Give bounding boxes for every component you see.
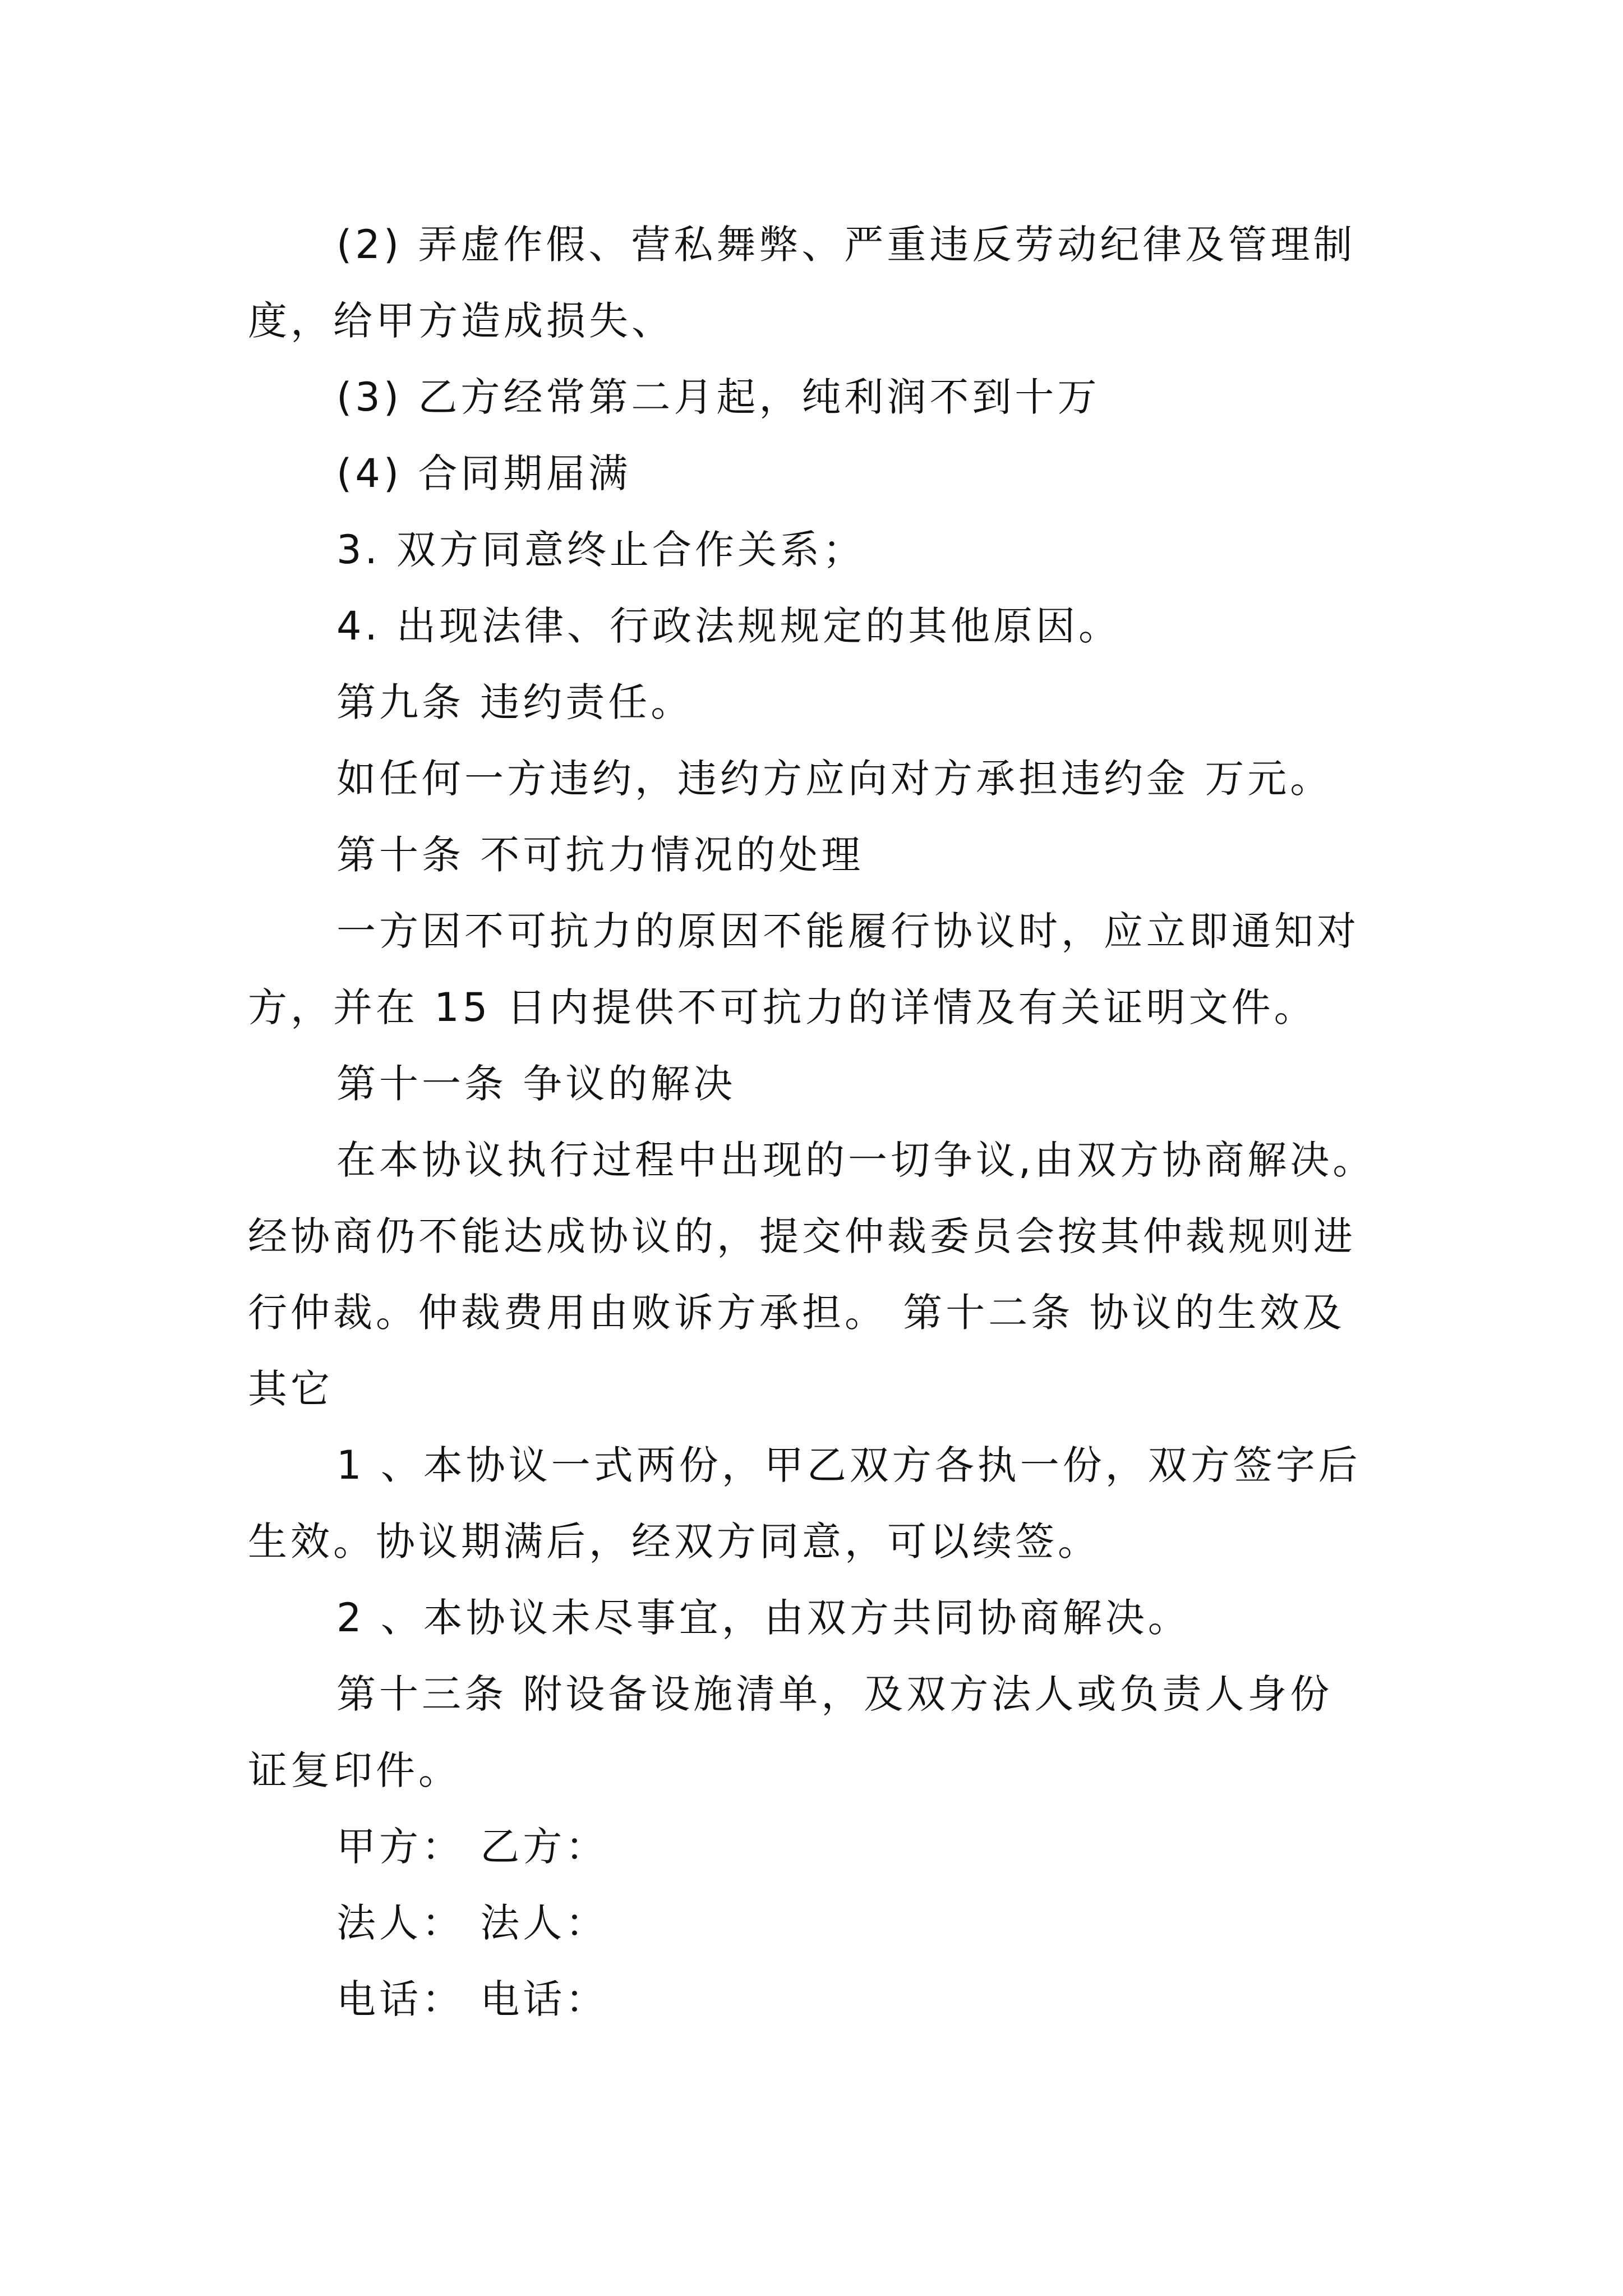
signature-phone-line: 电话： 电话：	[336, 1976, 608, 2022]
text-line-1: (2) 弄虚作假、营私舞弊、严重违反劳动纪律及管理制	[336, 222, 1356, 268]
text-line-8: 如任何一方违约，违约方应向对方承担违约金 万元。	[336, 756, 1333, 802]
section-heading-article-10: 第十条 不可抗力情况的处理	[336, 832, 864, 878]
text-line-3: (3) 乙方经常第二月起，纯利润不到十万	[336, 374, 1100, 420]
signature-party-line: 甲方： 乙方：	[336, 1824, 608, 1870]
text-line-15: 行仲裁。仲裁费用由败诉方承担。 第十二条 协议的生效及	[248, 1290, 1345, 1336]
text-line-6: 4. 出现法律、行政法规规定的其他原因。	[336, 603, 1122, 649]
signature-legal-person-line: 法人： 法人：	[336, 1900, 608, 1946]
section-heading-article-9: 第九条 违约责任。	[336, 679, 694, 725]
text-line-10: 一方因不可抗力的原因不能履行协议时，应立即通知对	[336, 908, 1359, 954]
section-heading-article-13: 第十三条 附设备设施清单，及双方法人或负责人身份	[336, 1671, 1333, 1717]
text-line-5: 3. 双方同意终止合作关系；	[336, 527, 866, 573]
text-line-13: 在本协议执行过程中出现的一切争议,由双方协商解决。	[336, 1137, 1376, 1183]
text-line-21: 证复印件。	[248, 1747, 461, 1793]
text-line-11: 方，并在 15 日内提供不可抗力的详情及有关证明文件。	[248, 984, 1317, 1030]
text-line-19: 2 、本协议未尽事宜，由双方共同协商解决。	[336, 1595, 1191, 1641]
text-line-2: 度，给甲方造成损失、	[248, 298, 674, 344]
text-line-18: 生效。协议期满后，经双方同意，可以续签。	[248, 1519, 1100, 1565]
section-heading-article-11: 第十一条 争议的解决	[336, 1061, 736, 1107]
text-line-17: 1 、本协议一式两份，甲乙双方各执一份，双方签字后	[336, 1442, 1361, 1488]
text-line-16: 其它	[248, 1366, 333, 1412]
text-line-14: 经协商仍不能达成协议的，提交仲裁委员会按其仲裁规则进	[248, 1213, 1356, 1259]
text-line-4: (4) 合同期届满	[336, 450, 631, 496]
